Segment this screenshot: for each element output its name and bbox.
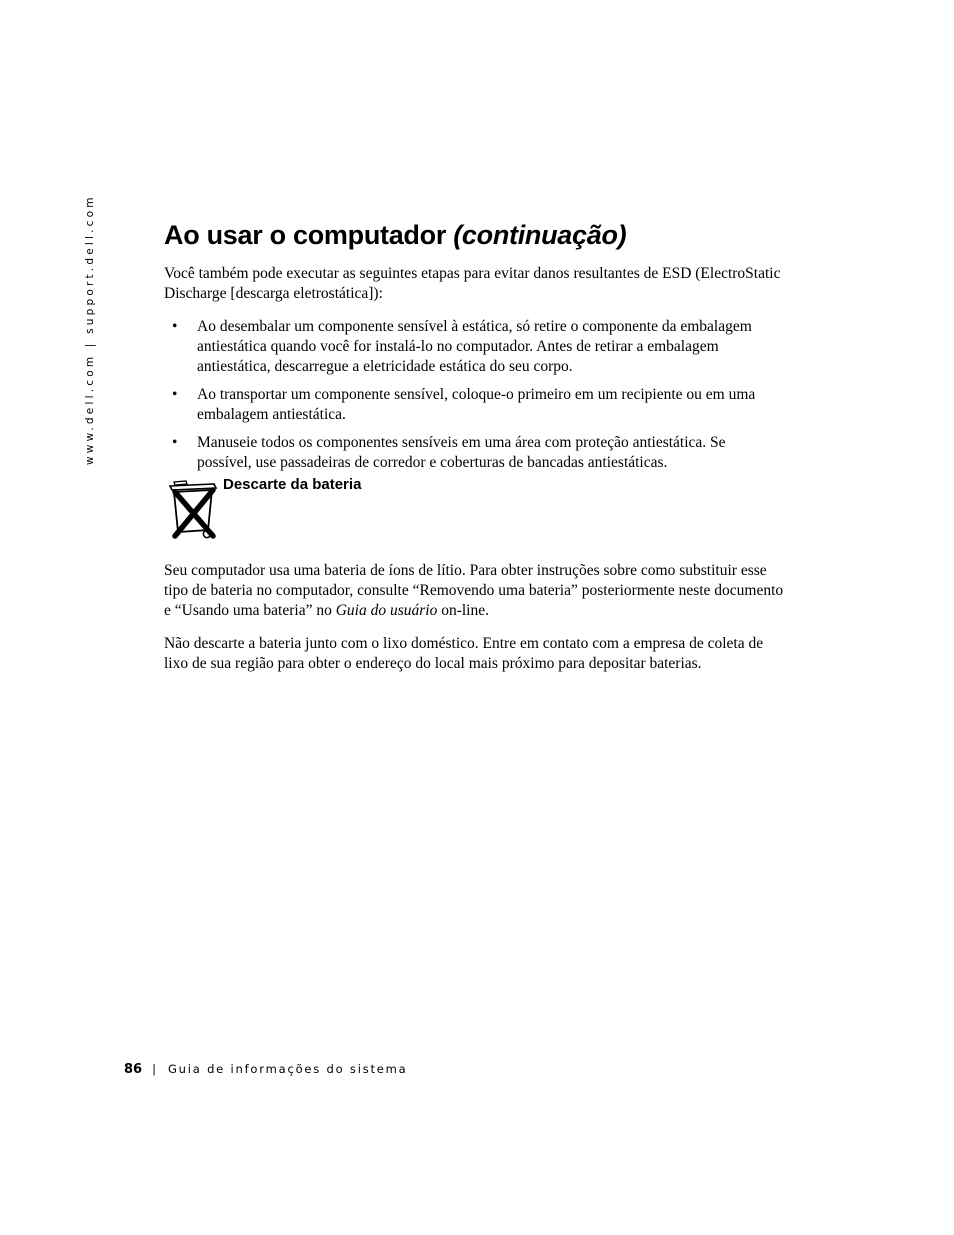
user-guide-title: Guia do usuário — [335, 602, 438, 619]
battery-paragraph-1 — [164, 561, 784, 621]
list-item-text: Manuseie todos os componentes sensíveis em uma área com proteção antiestática. Se possível, use passadeiras de corredor e coberturas de bancadas antiestáticas. — [197, 434, 726, 471]
page-title — [164, 220, 626, 251]
list-item-text: Ao transportar um componente sensível, coloque-o primeiro em um recipiente ou em uma embalagem antiestática. — [197, 386, 756, 423]
battery-paragraph-2: Não descarte a bateria junto com o lixo doméstico. Entre em contato com a empresa de coleta de lixo de sua região para obter o endereço do local mais próximo para depositar baterias. — [164, 635, 764, 672]
title-continued: (continuação) — [453, 220, 627, 250]
bullet-glyph: • — [172, 318, 178, 335]
page-footer — [124, 1062, 408, 1077]
battery-disposal-heading: Descarte da bateria — [223, 476, 362, 493]
battery-paragraph-1-end: on-line. — [437, 602, 489, 619]
esd-steps-list — [164, 317, 784, 481]
list-item — [164, 317, 784, 377]
list-item — [164, 385, 784, 425]
intro-paragraph: Você também pode executar as seguintes etapas para evitar danos resultantes de ESD (ElectroStatic Discharge [descarga eletrostática]): — [164, 265, 781, 302]
page-number: 86 — [124, 1062, 143, 1077]
battery-paragraph-1-start: Seu computador usa uma bateria de íons de lítio. Para obter instruções sobre como substituir esse tipo de bateria no computador, consulte “Removendo uma bateria” posteriormente neste documento e “Usando uma bateria” no — [164, 562, 784, 619]
list-item-text: Ao desembalar um componente sensível à estática, só retire o componente da embalagem antiestática quando você for instalá-lo no computador. Antes de retirar a embalagem antiestática, descarregue a eletricidade estática do seu corpo. — [197, 318, 752, 375]
bullet-glyph: • — [172, 434, 178, 451]
title-main: Ao usar o computador — [164, 220, 454, 250]
guide-title: Guia de informações do sistema — [167, 1062, 408, 1076]
list-item — [164, 433, 784, 473]
footer-separator: | — [152, 1062, 156, 1076]
side-url-text: www.dell.com | support.dell.com — [84, 194, 96, 465]
bullet-glyph: • — [172, 386, 178, 403]
crossed-out-wheelie-bin-icon — [166, 478, 222, 542]
